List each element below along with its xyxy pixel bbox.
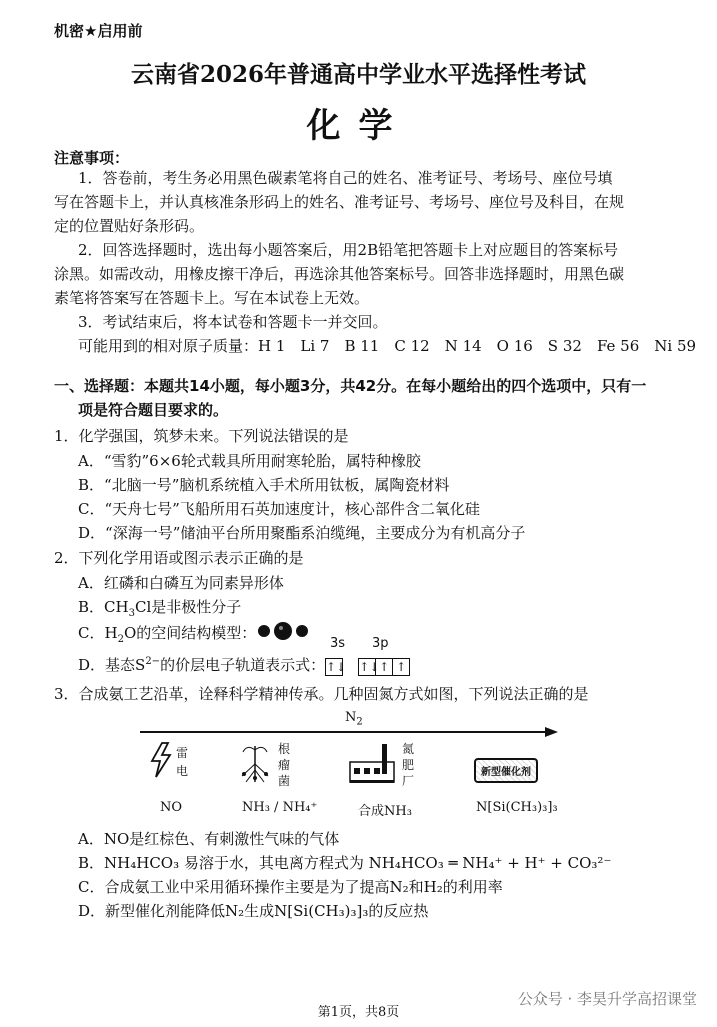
note-3: 3．考试结束后，将本试卷和答题卡一并交回。 <box>78 313 388 331</box>
section-1-heading-cont: 项是符合题目要求的。 <box>78 401 229 419</box>
q2-option-c: C．$H_2O$的空间结构模型： <box>78 624 257 645</box>
root-tag-3: 菌 <box>278 774 291 788</box>
factory-tag-2: 肥 <box>402 758 415 772</box>
orbital-3s-label: 3s <box>330 636 346 651</box>
diagram-label-synthetic-nh3: 合成NH₃ <box>358 804 412 819</box>
note-1-line-1: 1．答卷前，考生务必用黑色碳素笔将自己的姓名、准考证号、考场号、座位号填 <box>78 169 613 187</box>
exam-title: 云南省2026年普通高中学业水平选择性考试 <box>130 61 586 88</box>
q2-option-d: D．基态$S^{2-}$的价层电子轨道表示式： <box>78 656 326 674</box>
atomic-masses: 可能用到的相对原子质量：H 1 Li 7 B 11 C 12 N 14 O 16 S 32 Fe 56 Ni 59 <box>78 337 697 355</box>
diagram-label-no: NO <box>160 800 183 815</box>
q2-option-a: A．红磷和白磷互为同素异形体 <box>78 574 284 592</box>
q3-stem: 3．合成氨工艺沿革，诠释科学精神传承。几种固氮方式如图，下列说法正确的是 <box>54 685 589 703</box>
lightning-tag-2: 电 <box>176 764 189 778</box>
lightning-icon <box>148 742 174 778</box>
orbital-box-3p-3: ↑ <box>392 658 410 676</box>
q3-option-c: C．合成氨工业中采用循环操作主要是为了提高N₂和H₂的利用率 <box>78 878 503 896</box>
subject-title: 化学 <box>306 106 411 146</box>
q1-stem: 1．化学强国，筑梦未来。下列说法错误的是 <box>54 427 349 445</box>
note-2-line-3: 素笔将答案写在答题卡上。写在本试卷上无效。 <box>54 289 370 307</box>
page-number: 第1页，共8页 <box>317 1005 400 1020</box>
orbital-box-3s: ↑↓ <box>326 659 347 674</box>
q3-option-b: B．NH₄HCO₃ 易溶于水，其电离方程式为 NH₄HCO₃ ═ NH₄⁺ + H⁺ + CO₃²⁻ <box>78 854 612 872</box>
notes-heading: 注意事项： <box>54 149 130 167</box>
orbital-box-3p-1: ↑↓ <box>359 659 380 674</box>
orbital-box-3p-2: ↑ <box>375 658 393 676</box>
factory-tag-3: 厂 <box>402 774 415 788</box>
q1-option-b: B．“北脑一号”脑机系统植入手术所用钛板，属陶瓷材料 <box>78 476 450 494</box>
section-1-heading: 一、选择题：本题共14小题，每小题3分，共42分。在每小题给出的四个选项中，只有一 <box>54 377 647 395</box>
lightning-tag-1: 雷 <box>176 746 189 760</box>
q3-option-a: A．NO是红棕色、有刺激性气味的气体 <box>78 830 340 848</box>
note-1-line-2: 写在答题卡上，并认真核准条形码上的姓名、准考证号、考场号、座位号及科目，在规 <box>54 193 625 211</box>
confidential-mark: 机密★启用前 <box>54 22 143 40</box>
q1-option-c: C．“天舟七号”飞船所用石英加速度计，核心部件含二氧化硅 <box>78 500 480 518</box>
root-tag-2: 瘤 <box>278 758 291 772</box>
q1-option-a: A．“雪豹”6×6轮式载具所用耐寒轮胎，属特种橡胶 <box>78 452 421 470</box>
orbital-3p-label: 3p <box>372 636 389 651</box>
note-2-line-1: 2．回答选择题时，选出每小题答案后，用2B铅笔把答题卡上对应题目的答案标号 <box>78 241 619 259</box>
factory-icon <box>348 742 396 784</box>
root-tag-1: 根 <box>278 742 291 756</box>
q2-option-b: B．$CH_3Cl$是非极性分子 <box>78 598 242 619</box>
diagram-label-catalyst-product: N[Si(CH₃)₃]₃ <box>476 800 558 815</box>
diagram-arrow-label: $N_2$ <box>345 710 363 728</box>
root-nodule-icon <box>238 742 272 786</box>
catalyst-box: 新型催化剂 <box>474 758 538 783</box>
diagram-label-nh3: NH₃ / NH₄⁺ <box>242 800 318 815</box>
note-2-line-2: 涂黑。如需改动，用橡皮擦干净后，再选涂其他答案标号。回答非选择题时，用黑色碳 <box>54 265 625 283</box>
q2-stem: 2．下列化学用语或图示表示正确的是 <box>54 549 304 567</box>
note-1-line-3: 定的位置贴好条形码。 <box>54 217 205 235</box>
diagram-arrow <box>140 725 560 739</box>
watermark: 公众号 · 李昊升学高招课堂 <box>517 990 697 1008</box>
orbital-diagram <box>326 656 410 676</box>
water-model-icon <box>255 620 311 642</box>
q1-option-d: D．“深海一号”储油平台所用聚酯系泊缆绳，主要成分为有机高分子 <box>78 524 526 542</box>
factory-tag-1: 氮 <box>402 742 415 756</box>
q3-option-d: D．新型催化剂能降低N₂生成N[Si(CH₃)₃]₃的反应热 <box>78 902 429 920</box>
